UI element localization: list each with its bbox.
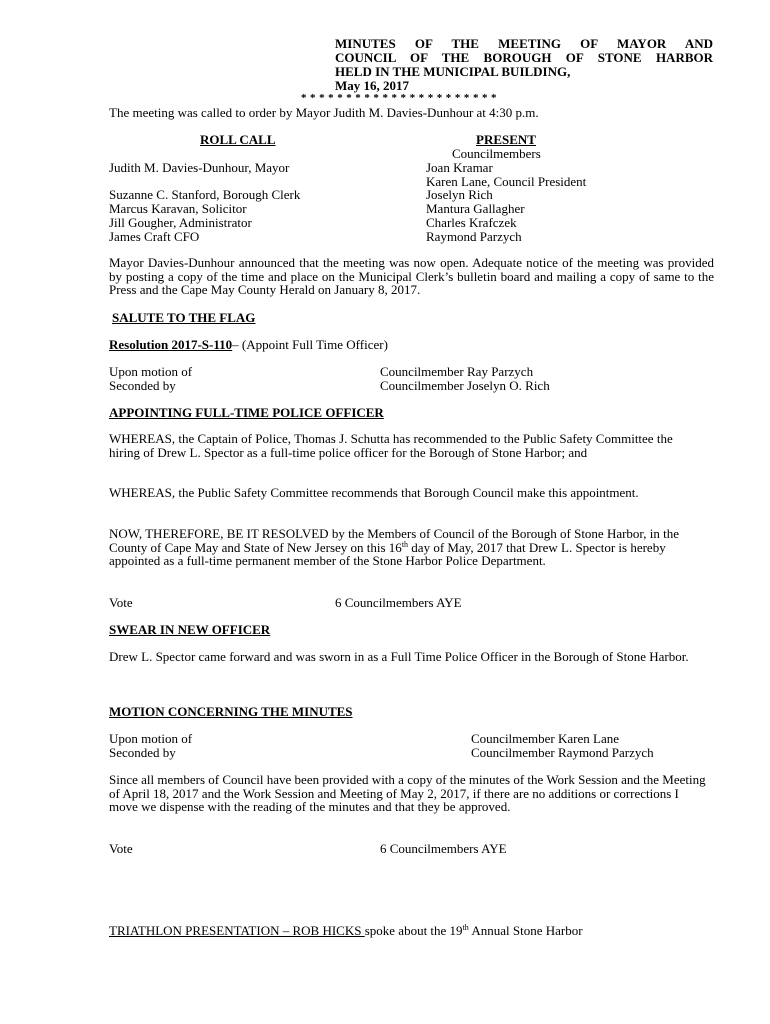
minutes-motion-label: Upon motion of: [109, 731, 193, 746]
roll-call-administrator: Jill Gougher, Administrator: [109, 215, 252, 230]
minutes-motion-value: Councilmember Karen Lane: [471, 731, 619, 746]
meeting-notice: Mayor Davies-Dunhour announced that the meeting was now open. Adequate notice of the meeting was provided by posting a copy of the time and place on the Municipal Clerk’s bulletin board and mailing a copy of same to the Press and the Cape May County Herald on January 8, 2017.: [109, 255, 714, 298]
vote-label: Vote: [109, 595, 133, 610]
councilmember-item: Raymond Parzych: [426, 229, 522, 244]
councilmember-item: Joselyn Rich: [426, 187, 493, 202]
swear-heading: SWEAR IN NEW OFFICER: [109, 622, 271, 637]
resolution-description: – (Appoint Full Time Officer): [232, 337, 388, 352]
triathlon-line: TRIATHLON PRESENTATION – ROB HICKS spoke about the 19th Annual Stone Harbor: [109, 923, 583, 938]
minutes-seconded-label: Seconded by: [109, 745, 176, 760]
salute-heading: SALUTE TO THE FLAG: [112, 310, 256, 325]
minutes-seconded-value: Councilmember Raymond Parzych: [471, 745, 654, 760]
present-heading: PRESENT: [476, 132, 536, 147]
councilmember-item: Mantura Gallagher: [426, 201, 525, 216]
whereas-paragraph-1: WHEREAS, the Captain of Police, Thomas J. Schutta has recommended to the Public Safety Committee the hiring of Drew L. Spector as a full-time police officer for the Borough of Stone Harbor; and: [109, 431, 673, 460]
minutes-vote-label: Vote: [109, 841, 133, 856]
roll-call-clerk: Suzanne C. Stanford, Borough Clerk: [109, 187, 301, 202]
minutes-paragraph: Since all members of Council have been provided with a copy of the minutes of the Work Session and the Meeting of April 18, 2017 and the Work Session and Meeting of May 2, 2017, if there are no additions or corrections I move we dispense with the reading of the minutes and that they be approved.: [109, 772, 706, 815]
councilmember-item: Joan Kramar: [426, 160, 493, 175]
seconded-label: Seconded by: [109, 378, 176, 393]
seconded-value: Councilmember Joselyn O. Rich: [380, 378, 550, 393]
appointing-heading: APPOINTING FULL-TIME POLICE OFFICER: [109, 405, 384, 420]
triathlon-heading: TRIATHLON PRESENTATION – ROB HICKS: [109, 923, 365, 938]
councilmember-item: Karen Lane, Council President: [426, 174, 587, 189]
title-line-3: HELD IN THE MUNICIPAL BUILDING,: [335, 64, 571, 79]
motion-label: Upon motion of: [109, 364, 193, 379]
roll-call-heading: ROLL CALL: [200, 132, 276, 147]
resolution-title: [109, 338, 388, 352]
councilmember-item: Charles Krafczek: [426, 215, 517, 230]
title-line-1: MINUTES OF THE MEETING OF MAYOR AND: [335, 36, 713, 51]
vote-value: 6 Councilmembers AYE: [335, 595, 462, 610]
call-to-order: The meeting was called to order by Mayor Judith M. Davies-Dunhour at 4:30 p.m.: [109, 105, 539, 120]
title-date: May 16, 2017: [335, 78, 410, 93]
document-title: [335, 37, 713, 93]
star-divider: * * * * * * * * * * * * * * * * * * * * * *: [301, 92, 497, 104]
roll-call-mayor: Judith M. Davies-Dunhour, Mayor: [109, 160, 290, 175]
councilmembers-subheading: Councilmembers: [452, 146, 541, 161]
resolved-paragraph: NOW, THEREFORE, BE IT RESOLVED by the Members of Council of the Borough of Stone Harbor, in the County of Cape May and State of New Jersey on this 16th day of May, 2017 that Drew L. Spector is hereby appointed as a full-time permanent member of the Stone Harbor Police Department.: [109, 526, 679, 569]
swear-paragraph: Drew L. Spector came forward and was sworn in as a Full Time Police Officer in the Borough of Stone Harbor.: [109, 649, 689, 664]
roll-call-solicitor: Marcus Karavan, Solicitor: [109, 201, 247, 216]
minutes-heading: MOTION CONCERNING THE MINUTES: [109, 704, 353, 719]
motion-value: Councilmember Ray Parzych: [380, 364, 534, 379]
minutes-vote-value: 6 Councilmembers AYE: [380, 841, 507, 856]
resolution-number: Resolution 2017-S-110: [109, 337, 233, 352]
whereas-paragraph-2: WHEREAS, the Public Safety Committee recommends that Borough Council make this appointment.: [109, 485, 639, 500]
title-line-2: COUNCIL OF THE BOROUGH OF STONE HARBOR: [335, 50, 713, 65]
roll-call-cfo: James Craft CFO: [109, 229, 200, 244]
